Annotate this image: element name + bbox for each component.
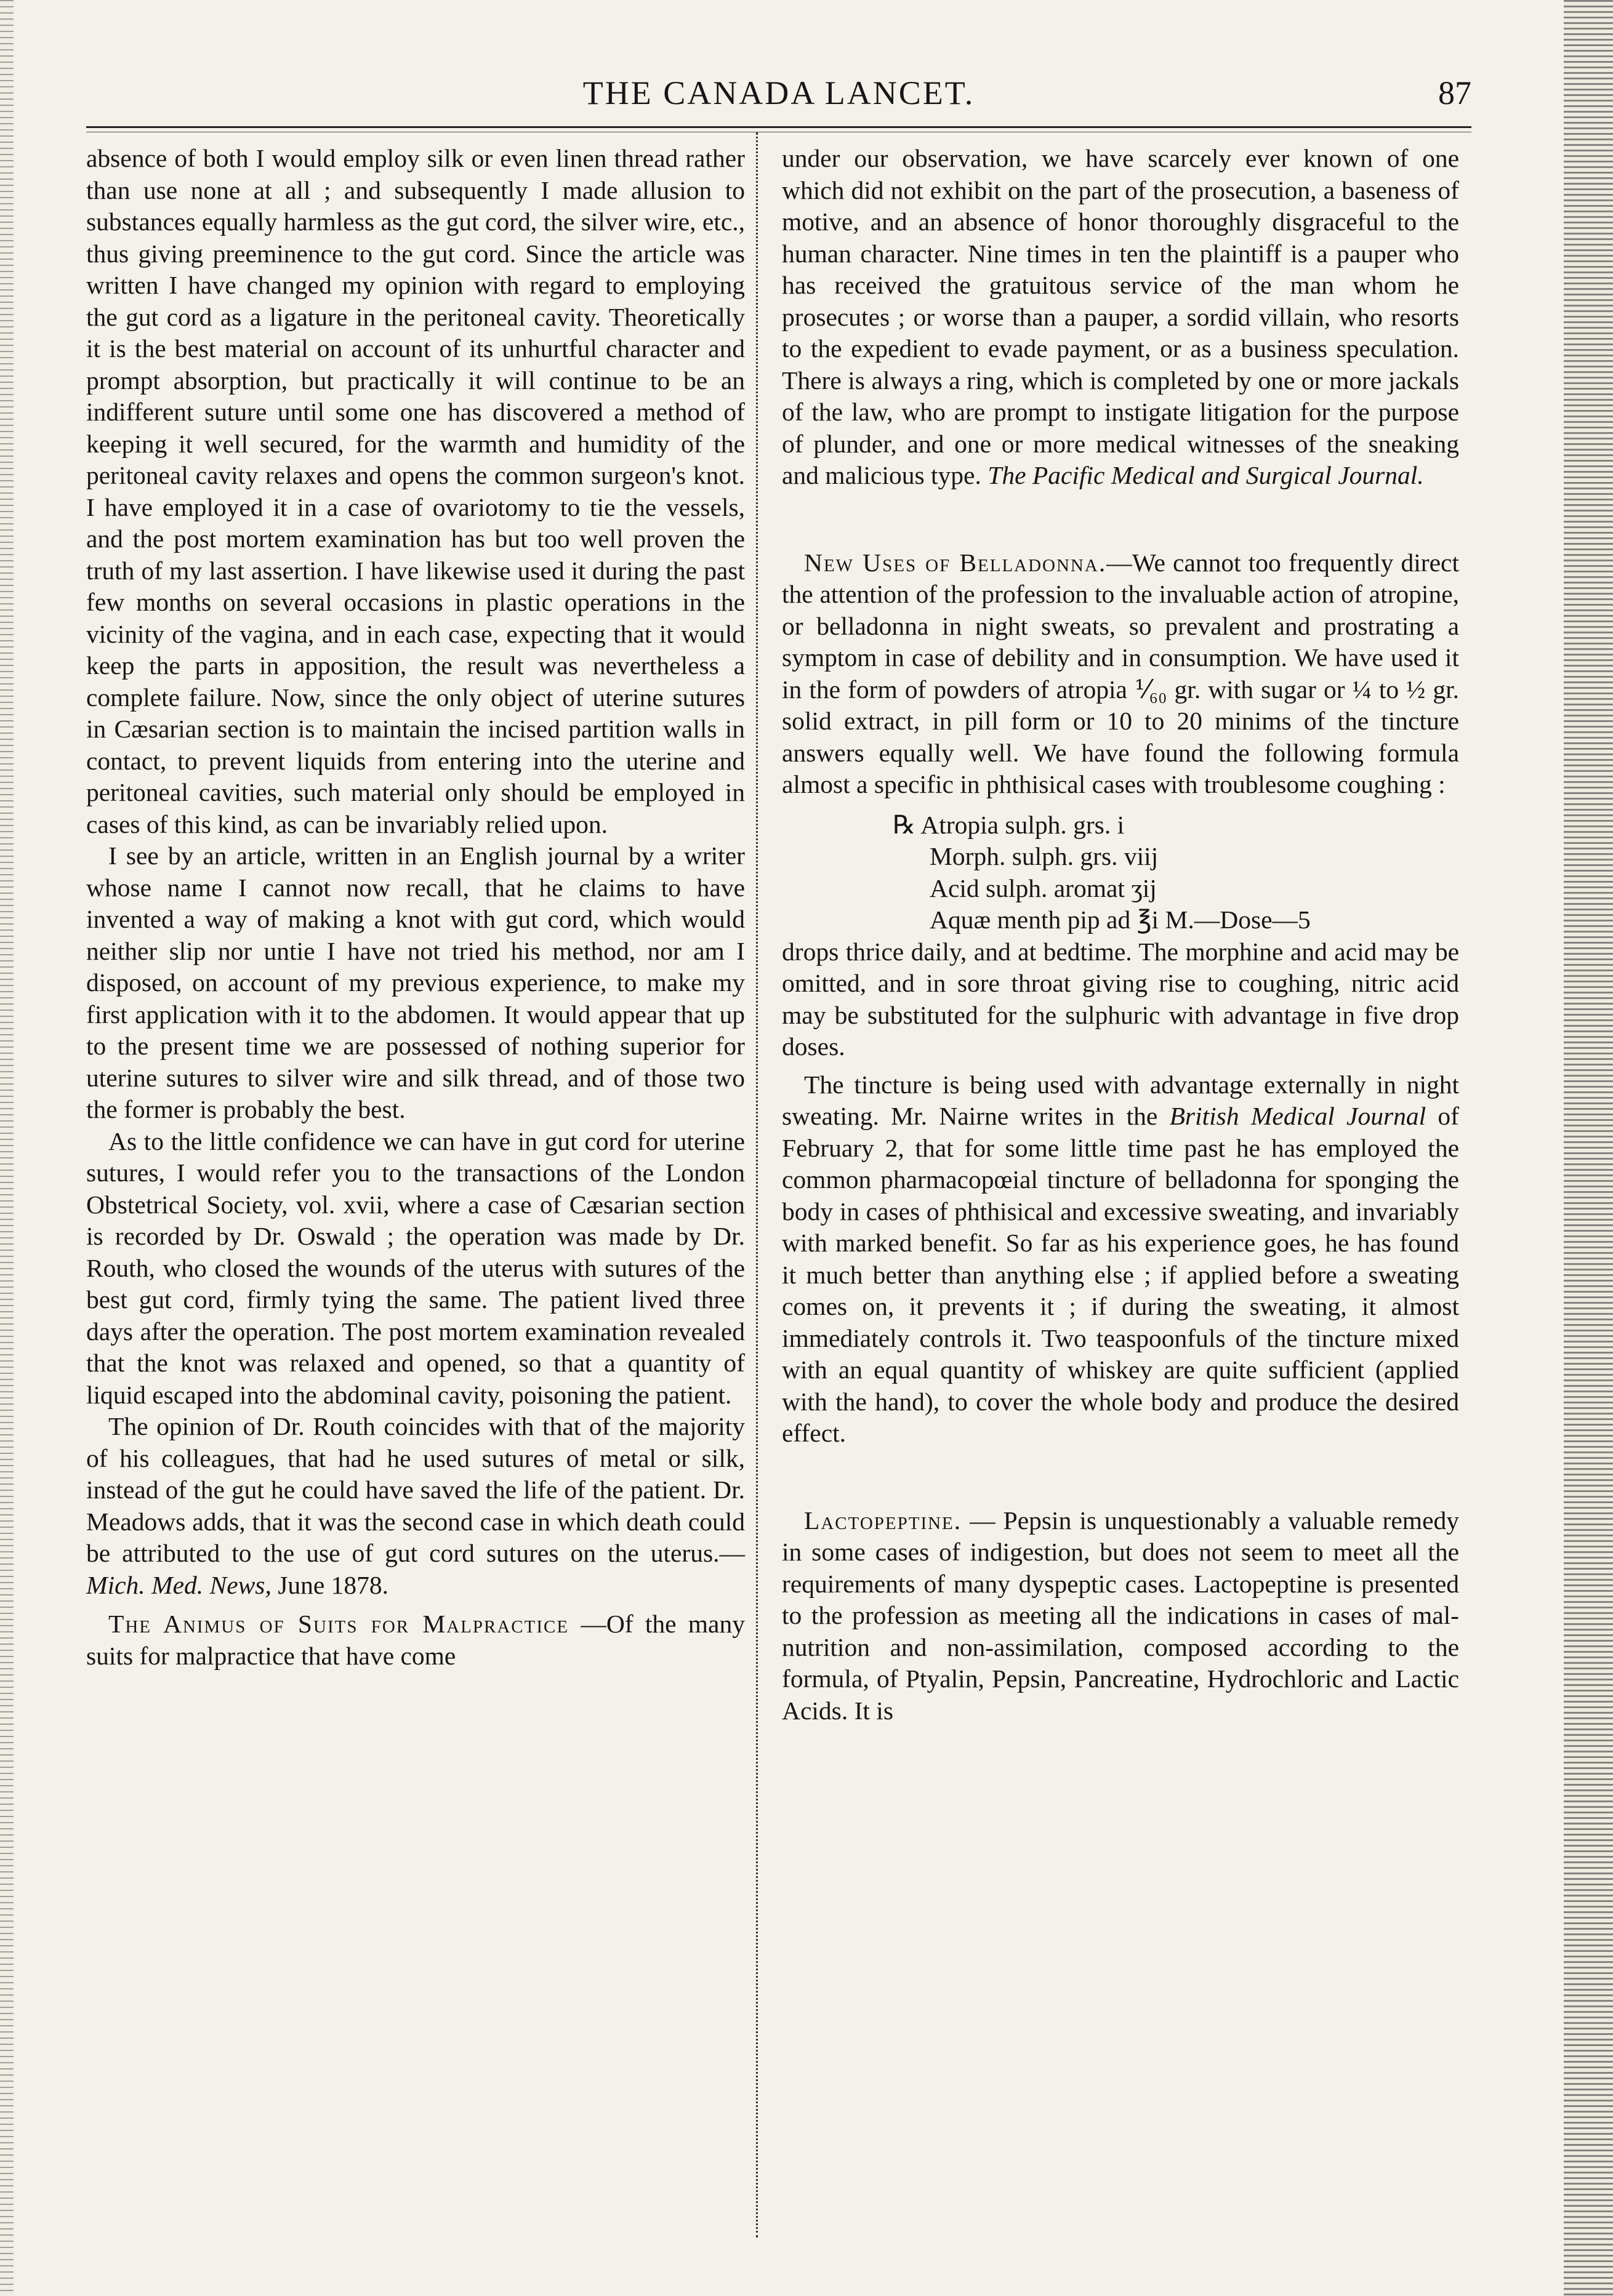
section-heading: New Uses of Belladonna. — [804, 548, 1107, 577]
prescription-formula — [782, 809, 1459, 936]
page-number: 87 — [1438, 74, 1471, 111]
paragraph — [782, 143, 1459, 492]
paragraph: As to the little confidence we can have in gut cord for uterine sutures, I would refer you to the transactions of the London Obstetrical Society, vol. xvii, where a case of Cæsarian section is recorded by Dr. Oswald ; the operation was made by Dr. Routh, who closed the wounds of the uterus with sutures of the best gut cord, firmly tying the same. The patient lived three days after the operation. The post mortem examination revealed that the knot was relaxed and opened, so that a quantity of liquid escaped into the abdominal cavity, poisoning the patient. — [86, 1126, 745, 1409]
section-heading: The Animus of Suits for Malpractice — [108, 1610, 569, 1638]
paragraph — [782, 1505, 1459, 1727]
prescription-line: ℞ Atropia sulph. grs. i — [893, 810, 1125, 839]
page-edge-shadow — [0, 0, 14, 2296]
prescription-line: Morph. sulph. grs. viij — [930, 842, 1159, 870]
paragraph-text: —We cannot too frequently direct the attention of the profession to the invaluable action of atropine, or belladonna in night sweats, so prevalent and prostrating a symptom in case of debility and in consumption. We have used it in the form of powders of atropia ⅟₆₀ gr. with sugar or ¼ to ½ gr. solid extract, in pill form or 10 to 20 minims of the tincture answers equally well. We have found the following formula almost a specific in phthisical cases with troublesome coughing : — [782, 548, 1459, 798]
page-header — [86, 74, 1471, 123]
paragraph: drops thrice daily, and at bedtime. The morphine and acid may be omitted, and in sore throat giving rise to coughing, nitric acid may be substituted for the sulphuric with advantage in five drop doses. — [782, 937, 1459, 1061]
header-rule — [86, 126, 1471, 132]
paragraph-text: The opinion of Dr. Routh coincides with that of the majority of his colleagues, that had he used sutures of metal or silk, instead of the gut he could have saved the life of the patient. Dr. Meadows adds, that it was the second case in which death could be attributed to the use of gut cord sutures on the uterus.— — [86, 1412, 745, 1567]
binding-margin-strip — [1564, 0, 1613, 2296]
paragraph — [782, 547, 1459, 801]
paragraph — [782, 1069, 1459, 1450]
paragraph-text: —Of the many suits for malpractice that have come — [86, 1610, 745, 1670]
prescription-line: Acid sulph. aromat ʒij — [930, 873, 1157, 902]
citation-date: June 1878. — [271, 1570, 389, 1599]
section-gap — [782, 492, 1459, 547]
paragraph-text: — Pepsin is unquestionably a valuable remedy in some cases of indigestion, but does not seem to meet all the requirements of many dyspeptic cases. Lactopeptine is presented to the profession as meeting all the indications in cases of mal-nutrition and non-assimilation, composed according to the formula, of Ptyalin, Pepsin, Pancreatine, Hydrochloric and Lactic Acids. It is — [782, 1506, 1459, 1725]
right-column — [782, 143, 1459, 1727]
paragraph: I see by an article, written in an English journal by a writer whose name I cannot now recall, that he claims to have invented a way of making a knot with gut cord, which would neither slip nor untie I have not tried his method, nor am I disposed, on account of my previous experience, to make my first application with it to the abdomen. It would appear that up to the present time we are possessed of nothing superior for uterine sutures to silver wire and silk thread, and of those two the former is probably the best. — [86, 841, 745, 1123]
paragraph — [86, 1411, 745, 1601]
running-title: THE CANADA LANCET. — [582, 74, 975, 111]
paragraph-text: The tincture is being used with advantage externally in night sweating. Mr. Nairne writes in the — [782, 1070, 1459, 1130]
section-gap — [782, 1450, 1459, 1505]
citation-source: Mich. Med. News, — [86, 1570, 272, 1599]
paragraph-text: under our observation, we have scarcely ever known of one which did not exhibit on the part of the prosecution, a baseness of motive, and an absence of honor thoroughly disgraceful to the human character. Nine times in ten the plaintiff is a pauper who has received the gratuitous service of the man whom he prosecutes ; or worse than a pauper, a sordid villain, who resorts to the expedient to evade payment, or as a business speculation. There is always a ring, which is completed by one or more jackals of the law, who are prompt to instigate litigation for the purpose of plunder, and one or more medical witnesses of the sneaking and malicious type. — [782, 144, 1459, 489]
paragraph — [86, 1608, 745, 1672]
paragraph: absence of both I would employ silk or even linen thread rather than use none at all ; and subsequently I made allusion to substances equally harmless as the gut cord, the silver wire, etc., thus giving preeminence to the gut cord. Since the article was written I have changed my opinion with regard to employing the gut cord as a ligature in the peritoneal cavity. Theoretically it is the best material on account of its unhurtful character and prompt absorption, but practically it will continue to be an indifferent suture until some one has discovered a method of keeping it well secured, for the warmth and humidity of the peritoneal cavity relaxes and opens the common surgeon's knot. I have employed it in a case of ovariotomy to tie the vessels, and the post mortem examination has but too well proven the truth of my last assertion. I have likewise used it during the past few months on several occasions in plastic operations in the vicinity of the vagina, and in each case, expecting that it would keep the parts in apposition, the result was nevertheless a complete failure. Now, since the only object of uterine sutures in Cæsarian section is to maintain the incised partition walls in contact, to prevent liquids from entering into the uterine and peritoneal cavities, such material only should be employed in cases of this kind, as can be invariably relied upon. — [86, 144, 745, 838]
prescription-line: Aquæ menth pip ad ℥i M.—Dose—5 — [930, 905, 1311, 934]
section-heading: Lactopeptine. — [804, 1506, 962, 1535]
column-divider — [756, 132, 758, 2238]
citation-source: The Pacific Medical and Surgical Journal. — [988, 461, 1424, 489]
left-column — [86, 143, 745, 1672]
paragraph-text: of February 2, that for some little time past he has employed the common pharmacopœial tincture of belladonna for sponging the body in cases of phthisical and excessive sweating, and invariably with marked benefit. So far as his experience goes, he has found it much better than anything else ; if applied before a sweating comes on, it prevents it ; if during the sweating, it almost immediately controls it. Two teaspoonfuls of the tincture mixed with an equal quantity of whiskey are quite sufficient (applied with the hand), to cover the whole body and produce the desired effect. — [782, 1102, 1460, 1447]
citation-source: British Medical Journal — [1169, 1102, 1426, 1130]
